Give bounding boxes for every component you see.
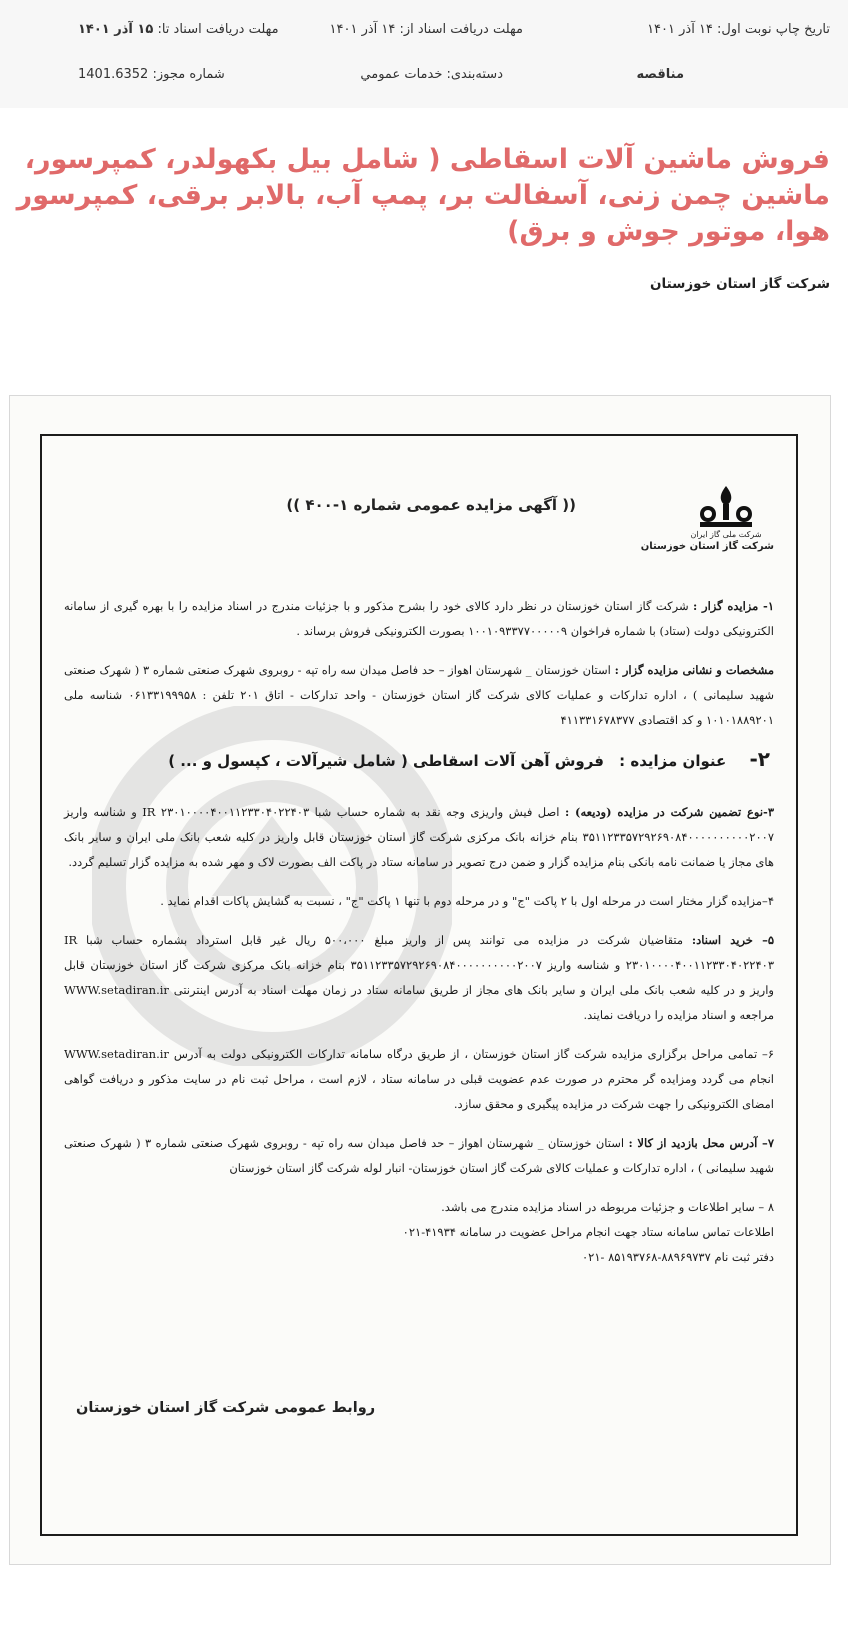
section-7 [64,1131,774,1181]
gas-flame-icon [696,484,756,530]
section-5-label: ۵– خرید اسناد: [691,933,775,947]
logo-text-nigc: شرکت ملی گاز ایران [690,530,762,539]
section-2-text: فروش آهن آلات اسقاطی ( شامل شیرآلات ، کپسول و ... ) [168,752,604,770]
tender-info-bar [0,0,848,109]
section-1 [64,594,774,644]
company-logo [640,484,774,552]
section-3-label: ۳-نوع تضمین شرکت در مزایده (ودیعه) : [564,805,775,819]
doc-receive-until-label: مهلت دریافت اسناد تا: [157,22,279,37]
announcement-body [64,594,774,1270]
section-6: ۶– تمامی مراحل برگزاری مزایده شرکت گاز استان خوزستان ، از طریق درگاه سامانه تدارکات الکترونیکی دولت به آدرس WWW.setadiran.ir انجام می گردد ومزایده گر محترم در صورت عدم عضویت قبلی در سامانه ستاد ، لازم است ، مراحل ثبت نام در سایت مذکور و دریافت گواهی امضای الکترونیکی را جهت شرکت در مزایده پیگیری و محقق سازد. [64,1047,774,1111]
section-1b-label: مشخصات و نشانی مزایده گزار : [614,663,774,677]
permit-number [78,67,225,82]
section-7-label: ۷– آدرس محل بازدید از کالا : [628,1136,774,1150]
section-2 [64,747,774,774]
page-title: فروش ماشین آلات اسقاطی ( شامل بیل بکهولدر، کمپرسور، ماشین چمن زنی، آسفالت بر، پمپ آب، بالابر برقی، کمپرسور هوا، موتور جوش و برق) [16,144,830,247]
logo-text-company: شرکت گاز استان خوزستان [640,541,774,552]
section-8-line3: دفتر ثبت نام ۸۸۹۶۹۷۳۷-۸۵۱۹۳۷۶۸ -۰۲۱ [581,1250,774,1264]
section-8-line1: ۸ – سایر اطلاعات و جزئیات مربوطه در اسناد مزایده مندرج می باشد. [441,1200,774,1214]
tender-type: مناقصه [636,67,684,82]
public-relations-signature: روابط عمومی شرکت گاز استان خوزستان [76,1400,376,1416]
section-8 [64,1195,774,1270]
permit-value: 1401.6352 [78,67,149,82]
announcement-document [9,395,831,1565]
separator [0,108,848,128]
permit-label: شماره مجوز: [152,67,225,82]
section-1b-text: استان خوزستان _ شهرستان اهواز – حد فاصل میدان سه راه تپه - روبروی شهرک صنعتی شماره ۳ ( شهرک صنعتی شهید سلیمانی ) ، اداره تدارکات و عملیات کالای شرکت گاز استان خوزستان - واحد تدارکات - اتاق ۲۰۱ تلفن : ۰۶۱۳۳۱۹۹۹۵۸ شناسه ملی ۱۰۱۰۱۸۸۹۲۰۱ و کد اقتصادی ۴۱۱۳۳۱۶۷۸۳۷۷ [64,663,775,727]
section-7-text: استان خوزستان _ شهرستان اهواز – حد فاصل میدان سه راه تپه - روبروی شهرک صنعتی شماره ۳ ( شهرک صنعتی شهید سلیمانی ) ، اداره تدارکات و عملیات کالای شرکت گاز استان خوزستان- انبار لوله شرکت گاز استان خوزستان [64,1136,774,1175]
info-row-meta [0,67,848,97]
info-row-dates [0,22,848,52]
section-4: ۴–مزایده گزار مختار است در مرحله اول با ۲ پاکت "ج" و در مرحله دوم با تنها ۱ پاکت "ج" ، نسبت به گشایش پاکات اقدام نماید . [160,894,774,908]
document-frame [40,434,798,1536]
section-3-text: اصل فیش واریزی وجه نقد به شماره حساب شبا IR ۲۳۰۱۰۰۰۰۴۰۰۱۱۲۳۳۰۴۰۲۲۴۰۳ و شناسه واریز ۳۵۱۱۲۳۳۵۷۲۹۲۶۹۰۸۴۰۰۰۰۰۰۰۰۰۰۲۰۰۷ بنام خزانه بانک مرکزی شرکت گاز استان خوزستان قابل واریز در کلیه شعب بانک ملی ایران و سایر بانک های مجاز یا ضمانت نامه بانکی بنام مزایده گزار و ضمن درج تصویر در سامانه ستاد در پاکت الف بصورت لاک و مهر شده به مزایده گزار تسلیم گردد. [64,805,774,869]
section-1-text: شرکت گاز استان خوزستان در نظر دارد کالای خود را بشرح مذکور و با جزئیات مندرج در اسناد مزایده را با بهره گیری از سامانه الکترونیکی دولت (ستاد) با شماره فراخوان ۱۰۰۱۰۹۳۳۷۷۰۰۰۰۰۹ بصورت الکترونیکی فروش برساند . [64,599,774,638]
category: دسته‌بندی: خدمات عمومي [360,67,503,82]
section-5-text: متقاضیان شرکت در مزایده می توانند پس از واریز مبلغ ۵۰۰،۰۰۰ ریال غیر قابل استرداد بشماره حساب شبا IR ۲۳۰۱۰۰۰۰۴۰۰۱۱۲۳۳۰۴۰۲۲۴۰۳ و شناسه واریز ۳۵۱۱۲۳۳۵۷۲۹۲۶۹۰۸۴۰۰۰۰۰۰۰۰۰۰۲۰۰۷ بنام خزانه بانک مرکزی شرکت گاز استان خوزستان قابل واریز و در کلیه شعب بانک ملی ایران و سایر بانک های مجاز از طریق سامانه ستاد در زمان مهلت اسناد به آدرس اینترنتی WWW.setadiran.ir مراجعه و اسناد مزایده را دریافت نمایند. [64,933,775,1022]
section-2-label: عنوان مزایده : [619,752,727,770]
first-print-date: تاریخ چاپ نوبت اول: ۱۴ آذر ۱۴۰۱ [647,22,830,37]
doc-receive-until [78,22,279,37]
section-1b [64,658,774,733]
section-3 [64,800,774,875]
doc-receive-from: مهلت دریافت اسناد از: ۱۴ آذر ۱۴۰۱ [329,22,523,37]
company-name: شرکت گاز استان خوزستان [650,276,830,292]
doc-receive-until-value: ۱۵ آذر ۱۴۰۱ [78,22,154,37]
section-1-label: ۱- مزایده گزار : [693,599,775,613]
section-8-line2: اطلاعات تماس سامانه ستاد جهت انجام مراحل عضویت در سامانه ۴۱۹۳۴-۰۲۱ [402,1225,774,1239]
announcement-title: (( آگهی مزایده عمومی شماره ۱-۴۰۰ )) [286,496,576,514]
section-5 [64,928,774,1028]
section-2-number: ۲- [749,747,770,771]
